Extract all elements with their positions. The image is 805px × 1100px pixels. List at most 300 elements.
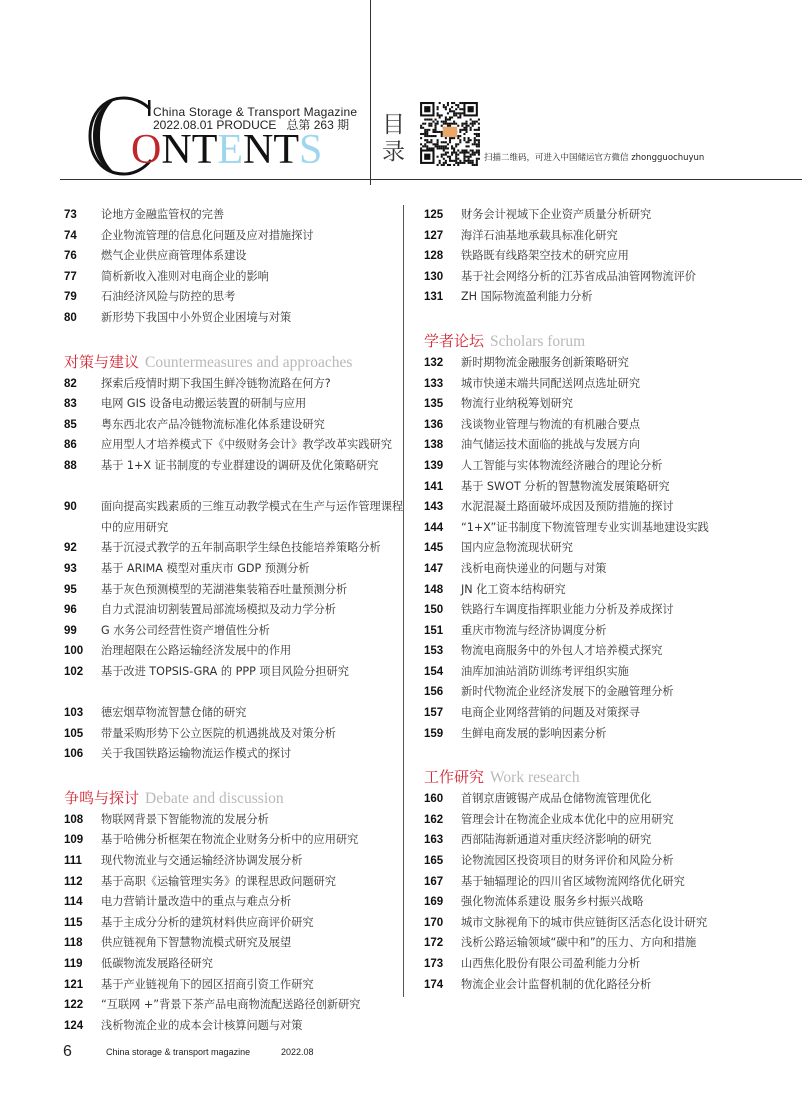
qr-module <box>432 143 434 145</box>
logo-letter: O <box>131 127 162 173</box>
toc-page-number: 167 <box>424 875 444 888</box>
toc-page-number: 159 <box>424 727 444 740</box>
toc-title: 基于高职《运输管理实务》的课程思政问题研究 <box>101 874 336 888</box>
qr-module <box>437 147 439 149</box>
qr-module <box>443 123 445 125</box>
qr-module <box>441 164 443 166</box>
qr-module <box>437 123 439 125</box>
toc-entry[interactable] <box>64 308 404 329</box>
toc-page-number: 86 <box>64 439 77 452</box>
qr-module <box>447 152 449 154</box>
qr-module <box>463 158 465 160</box>
qr-module <box>457 158 459 160</box>
qr-module <box>437 143 439 145</box>
qr-module <box>420 147 422 149</box>
section-title-zh: 争鸣与探讨 <box>64 788 140 807</box>
qr-module <box>449 110 451 112</box>
qr-module <box>478 119 480 121</box>
toc-page-number: 90 <box>64 501 77 514</box>
qr-module <box>468 137 470 139</box>
qr-module <box>443 127 457 137</box>
qr-module <box>463 156 465 158</box>
qr-module <box>428 135 430 137</box>
toc-title: 供应链视角下智慧物流模式研究及展望 <box>101 936 292 950</box>
qr-module <box>463 129 465 131</box>
qr-module <box>432 121 434 123</box>
toc-entry[interactable] <box>424 559 764 580</box>
toc-entry[interactable] <box>424 724 764 745</box>
footer-date: 2022.08 <box>281 1047 314 1057</box>
toc-entry[interactable] <box>424 374 764 395</box>
qr-module <box>449 156 451 158</box>
qr-module <box>465 149 467 151</box>
toc-entry[interactable] <box>64 415 404 436</box>
qr-module <box>476 135 478 137</box>
qr-module <box>453 114 455 116</box>
qr-module <box>439 116 441 118</box>
toc-entry[interactable] <box>424 682 764 703</box>
qr-module <box>478 127 480 129</box>
toc-entry[interactable] <box>424 872 764 893</box>
toc-entry[interactable] <box>424 226 764 247</box>
toc-page-number: 136 <box>424 418 444 431</box>
toc-title: 物流行业纳税筹划研究 <box>461 397 573 411</box>
toc-entry[interactable] <box>64 724 404 745</box>
qr-module <box>430 147 432 149</box>
qr-module <box>453 152 455 154</box>
qr-module <box>459 108 461 110</box>
qr-module <box>472 121 474 123</box>
qr-module <box>459 116 461 118</box>
toc-entry[interactable] <box>64 394 404 415</box>
qr-module <box>435 127 437 129</box>
qr-module <box>441 147 443 149</box>
qr-module <box>455 145 457 147</box>
qr-module <box>432 129 434 131</box>
toc-page-number: 150 <box>424 604 444 617</box>
qr-module <box>465 121 467 123</box>
qr-module <box>426 145 428 147</box>
toc-title: 西部陆海新通道对重庆经济影响的研究 <box>461 833 652 847</box>
toc-title: G 水务公司经营性资产增值性分析 <box>101 623 270 637</box>
toc-title: 电网 GIS 设备电动搬运装置的研制与应用 <box>101 397 307 411</box>
qr-module <box>478 139 480 141</box>
toc-entry[interactable] <box>424 621 764 642</box>
toc-entry[interactable] <box>64 267 404 288</box>
logo-letter: N <box>243 127 274 173</box>
toc-page-number: 131 <box>424 291 444 304</box>
qr-module <box>439 102 441 104</box>
qr-module <box>443 147 445 149</box>
toc-entry[interactable] <box>64 975 404 996</box>
toc-page-number: 95 <box>64 583 77 596</box>
toc-title: 海洋石油基地承载具标准化研究 <box>461 228 618 242</box>
qr-module <box>474 129 476 131</box>
qr-module <box>424 129 426 131</box>
qr-module <box>420 133 422 135</box>
qr-module <box>470 123 472 125</box>
qr-module <box>435 145 437 147</box>
toc-entry[interactable] <box>64 497 404 538</box>
qr-module <box>455 162 457 164</box>
qr-module <box>441 141 443 143</box>
toc-page-number: 160 <box>424 793 444 806</box>
toc-entry[interactable] <box>64 374 404 395</box>
toc-entry[interactable] <box>64 226 404 247</box>
toc-entry[interactable] <box>64 456 404 497</box>
qr-module <box>435 135 437 137</box>
section-title-en: Debate and discussion <box>145 789 284 807</box>
qr-module <box>472 160 474 162</box>
qr-module <box>449 137 451 139</box>
toc-entry[interactable] <box>64 435 404 456</box>
toc-page-number: 135 <box>424 398 444 411</box>
qr-module <box>461 152 463 154</box>
toc-entry[interactable] <box>424 538 764 559</box>
toc-page-number: 147 <box>424 562 444 575</box>
toc-page-number: 163 <box>424 834 444 847</box>
toc-entry[interactable] <box>64 559 404 580</box>
toc-entry[interactable] <box>424 246 764 267</box>
qr-module <box>420 137 422 139</box>
toc-title: 基于沉浸式教学的五年制高职学生绿色技能培养策略分析 <box>101 541 381 555</box>
qr-module <box>459 129 461 131</box>
toc-entry[interactable] <box>64 600 404 621</box>
qr-module <box>478 141 480 143</box>
toc-title: 水泥混凝土路面破坏成因及预防措施的探讨 <box>461 500 674 514</box>
qr-module <box>478 129 480 131</box>
qr-module <box>424 106 430 112</box>
toc-entry[interactable] <box>64 538 404 559</box>
qr-module <box>453 112 455 114</box>
qr-module <box>455 160 457 162</box>
toc-entry[interactable] <box>64 913 404 934</box>
qr-module <box>424 131 426 133</box>
qr-module <box>451 137 453 139</box>
toc-page-number: 144 <box>424 521 444 534</box>
qr-module <box>459 131 461 133</box>
qr-module <box>422 145 424 147</box>
toc-title: 基于灰色预测模型的芜湖港集装箱吞吐量预测分析 <box>101 582 348 596</box>
toc-title: 燃气企业供应商管理体系建设 <box>101 249 247 263</box>
qr-module <box>453 164 455 166</box>
qr-module <box>420 143 422 145</box>
toc-entry[interactable] <box>424 810 764 831</box>
qr-module <box>443 158 445 160</box>
qr-module <box>449 123 451 125</box>
toc-title: 新形势下我国中小外贸企业困境与对策 <box>101 310 292 324</box>
toc-page-number: 92 <box>64 542 77 555</box>
qr-module <box>455 152 457 154</box>
toc-entry[interactable] <box>424 435 764 456</box>
toc-entry[interactable] <box>424 580 764 601</box>
qr-module <box>478 143 480 145</box>
qr-module <box>474 143 476 145</box>
qr-module <box>437 108 439 110</box>
qr-module <box>459 160 461 162</box>
qr-module <box>457 106 459 108</box>
qr-module <box>447 112 449 114</box>
toc-page-number: 114 <box>64 896 83 909</box>
toc-page-number: 77 <box>64 270 77 283</box>
toc-page-number: 102 <box>64 665 84 678</box>
toc-title: 物流电商服务中的外包人才培养模式探究 <box>461 644 663 658</box>
qr-module <box>470 162 472 164</box>
contents-title-zh: 目录 <box>382 112 405 165</box>
toc-entry[interactable] <box>64 872 404 893</box>
qr-module <box>461 102 463 104</box>
qr-module <box>474 141 476 143</box>
toc-entry[interactable] <box>424 975 764 996</box>
qr-module <box>478 135 480 137</box>
qr-module <box>428 125 430 127</box>
qr-module <box>449 125 451 127</box>
qr-module <box>459 102 461 104</box>
qr-module <box>424 123 426 125</box>
toc-title: 油气储运技术面临的挑战与发展方向 <box>461 438 641 452</box>
toc-title: 低碳物流发展路径研究 <box>101 957 213 970</box>
toc-title: 城市快递末端共同配送网点选址研究 <box>461 376 641 390</box>
toc-entry[interactable] <box>64 810 404 831</box>
toc-title: 探索后疫情时期下我国生鲜冷链物流路在何方? <box>101 376 331 390</box>
qr-module <box>457 137 459 139</box>
qr-module <box>461 149 463 151</box>
toc-entry[interactable] <box>64 205 404 226</box>
qr-module <box>430 141 432 143</box>
qr-module <box>443 154 445 156</box>
qr-module <box>463 137 465 139</box>
qr-module <box>472 154 474 156</box>
toc-title: 管理会计在物流企业成本优化中的应用研究 <box>461 812 674 826</box>
toc-entry[interactable] <box>64 287 404 308</box>
toc-entry[interactable] <box>64 246 404 267</box>
toc-page-number: 154 <box>424 665 444 678</box>
toc-title: 浅析物流企业的成本会计核算问题与对策 <box>101 1018 303 1032</box>
toc-title: “1+X”证书制度下物流管理专业实训基地建设实践 <box>461 520 709 534</box>
qr-module <box>441 121 443 123</box>
toc-entry[interactable] <box>64 641 404 662</box>
toc-page-number: 172 <box>424 937 444 950</box>
qr-module <box>455 104 457 106</box>
toc-page-number: 76 <box>64 250 77 263</box>
toc-page-number: 83 <box>64 398 77 411</box>
toc-title: 人工智能与实体物流经济融合的理论分析 <box>461 458 663 472</box>
qr-module <box>435 129 437 131</box>
qr-module <box>468 152 470 154</box>
qr-module <box>430 125 432 127</box>
qr-module <box>447 123 449 125</box>
toc-entry[interactable] <box>64 851 404 872</box>
qr-module <box>455 154 457 156</box>
qr-module <box>453 121 455 123</box>
qr-module <box>439 162 441 164</box>
qr-module <box>463 127 465 129</box>
toc-page-number: 130 <box>424 270 444 283</box>
section-title-zh: 对策与建议 <box>64 352 140 371</box>
logo-letter: T <box>273 127 299 173</box>
qr-module <box>445 119 447 121</box>
qr-module <box>463 149 465 151</box>
qr-module <box>474 139 476 141</box>
qr-module <box>443 141 445 143</box>
toc-entry[interactable] <box>424 477 764 498</box>
toc-entry[interactable] <box>424 415 764 436</box>
toc-page-number: 105 <box>64 727 84 740</box>
toc-entry[interactable] <box>64 995 404 1016</box>
qr-module <box>430 135 432 137</box>
toc-entry[interactable] <box>64 933 404 954</box>
qr-module <box>453 137 455 139</box>
qr-module <box>426 129 428 131</box>
qr-module <box>465 141 467 143</box>
section-heading <box>64 786 404 810</box>
qr-module <box>437 156 439 158</box>
toc-entry[interactable] <box>64 580 404 601</box>
qr-module <box>447 143 449 145</box>
qr-module <box>443 162 445 164</box>
qr-module <box>455 114 457 116</box>
qr-module <box>465 152 467 154</box>
qr-module <box>470 119 472 121</box>
page-number: 6 <box>63 1043 72 1060</box>
qr-module <box>465 123 467 125</box>
qr-module <box>439 114 441 116</box>
toc-title: ZH 国际物流盈利能力分析 <box>461 290 593 304</box>
toc-entry[interactable] <box>424 353 764 374</box>
toc-entry[interactable] <box>424 456 764 477</box>
qr-module <box>455 112 457 114</box>
qr-module <box>426 119 428 121</box>
toc-entry[interactable] <box>424 933 764 954</box>
toc-entry[interactable] <box>424 789 764 810</box>
toc-entry[interactable] <box>64 662 404 703</box>
qr-module <box>441 156 443 158</box>
toc-page-number: 139 <box>424 459 444 472</box>
qr-module <box>472 162 474 164</box>
qr-module <box>443 164 445 166</box>
qr-module <box>449 164 451 166</box>
toc-entry[interactable] <box>424 892 764 913</box>
toc-page-number: 157 <box>424 707 444 720</box>
qr-module <box>468 106 474 112</box>
section-heading <box>64 350 404 374</box>
toc-entry[interactable] <box>424 851 764 872</box>
qr-module <box>428 119 430 121</box>
toc-page-number: 74 <box>64 229 77 242</box>
toc-page-number: 121 <box>64 978 84 991</box>
qr-module <box>428 147 430 149</box>
qr-module <box>478 152 480 154</box>
toc-title: 物联网背景下智能物流的发展分析 <box>101 812 269 826</box>
qr-module <box>441 131 443 133</box>
qr-module <box>437 139 439 141</box>
toc-page-number: 151 <box>424 624 444 637</box>
qr-module <box>455 158 457 160</box>
toc-entry[interactable] <box>424 518 764 539</box>
toc-entry[interactable] <box>64 892 404 913</box>
qr-module <box>426 135 428 137</box>
toc-entry[interactable] <box>64 954 404 975</box>
qr-module <box>445 116 447 118</box>
toc-title: 现代物流业与交通运输经济协调发展分析 <box>101 854 303 868</box>
toc-title: 新时代物流企业经济发展下的金融管理分析 <box>461 685 674 699</box>
toc-right-column <box>424 205 764 995</box>
toc-entry[interactable] <box>64 1016 404 1037</box>
header-rule <box>60 179 802 180</box>
toc-title: 铁路行车调度指挥职业能力分析及养成探讨 <box>461 603 674 617</box>
toc-title: 铁路既有线路架空技术的研究应用 <box>461 249 629 263</box>
qr-module <box>465 160 467 162</box>
toc-entry[interactable] <box>64 703 404 724</box>
qr-module <box>459 139 461 141</box>
qr-module <box>439 145 441 147</box>
qr-module <box>439 160 441 162</box>
qr-module <box>426 131 428 133</box>
qr-module <box>424 135 426 137</box>
qr-module <box>465 156 467 158</box>
toc-title: 国内应急物流现状研究 <box>461 541 573 555</box>
qr-module <box>465 129 467 131</box>
qr-module <box>447 164 449 166</box>
toc-title: 基于轴辐理论的四川省区域物流网络优化研究 <box>461 874 685 888</box>
qr-module <box>463 139 465 141</box>
toc-entry[interactable] <box>424 497 764 518</box>
logo-letter: T <box>191 127 218 173</box>
toc-title: 基于改进 TOPSIS-GRA 的 PPP 项目风险分担研究 <box>101 664 349 678</box>
toc-entry[interactable] <box>424 287 764 308</box>
toc-left-column <box>64 205 404 1036</box>
qr-module <box>451 145 453 147</box>
qr-module <box>432 131 434 133</box>
qr-module <box>445 108 447 110</box>
qr-module <box>463 162 465 164</box>
qr-module <box>470 139 472 141</box>
qr-module <box>449 158 451 160</box>
toc-title: 强化物流体系建设 服务乡村振兴战略 <box>461 895 644 909</box>
toc-entry[interactable] <box>424 205 764 226</box>
qr-module <box>453 147 455 149</box>
toc-entry[interactable] <box>424 267 764 288</box>
section-heading <box>424 765 764 789</box>
qr-module <box>445 145 447 147</box>
qr-module <box>478 149 480 151</box>
toc-page-number: 108 <box>64 813 84 826</box>
section-title-en: Scholars forum <box>490 332 586 350</box>
toc-entry[interactable] <box>424 641 764 662</box>
toc-entry[interactable] <box>424 703 764 724</box>
toc-page-number: 174 <box>424 978 444 991</box>
toc-title: 基于 SWOT 分析的智慧物流发展策略研究 <box>461 479 670 493</box>
qr-module <box>439 147 441 149</box>
qr-module <box>476 143 478 145</box>
toc-entry[interactable] <box>64 744 404 765</box>
toc-title: 德宏烟草物流智慧仓储的研究 <box>101 706 247 720</box>
toc-page-number: 80 <box>64 311 77 324</box>
toc-entry[interactable] <box>424 913 764 934</box>
qr-module <box>443 104 445 106</box>
qr-module <box>447 102 449 104</box>
toc-entry[interactable] <box>64 830 404 851</box>
toc-page-number: 118 <box>64 937 83 950</box>
toc-entry[interactable] <box>424 600 764 621</box>
qr-module <box>445 141 447 143</box>
toc-entry[interactable] <box>424 830 764 851</box>
toc-entry[interactable] <box>64 621 404 642</box>
toc-entry[interactable] <box>424 954 764 975</box>
toc-entry[interactable] <box>424 394 764 415</box>
qr-module <box>426 139 428 141</box>
toc-entry[interactable] <box>424 662 764 683</box>
